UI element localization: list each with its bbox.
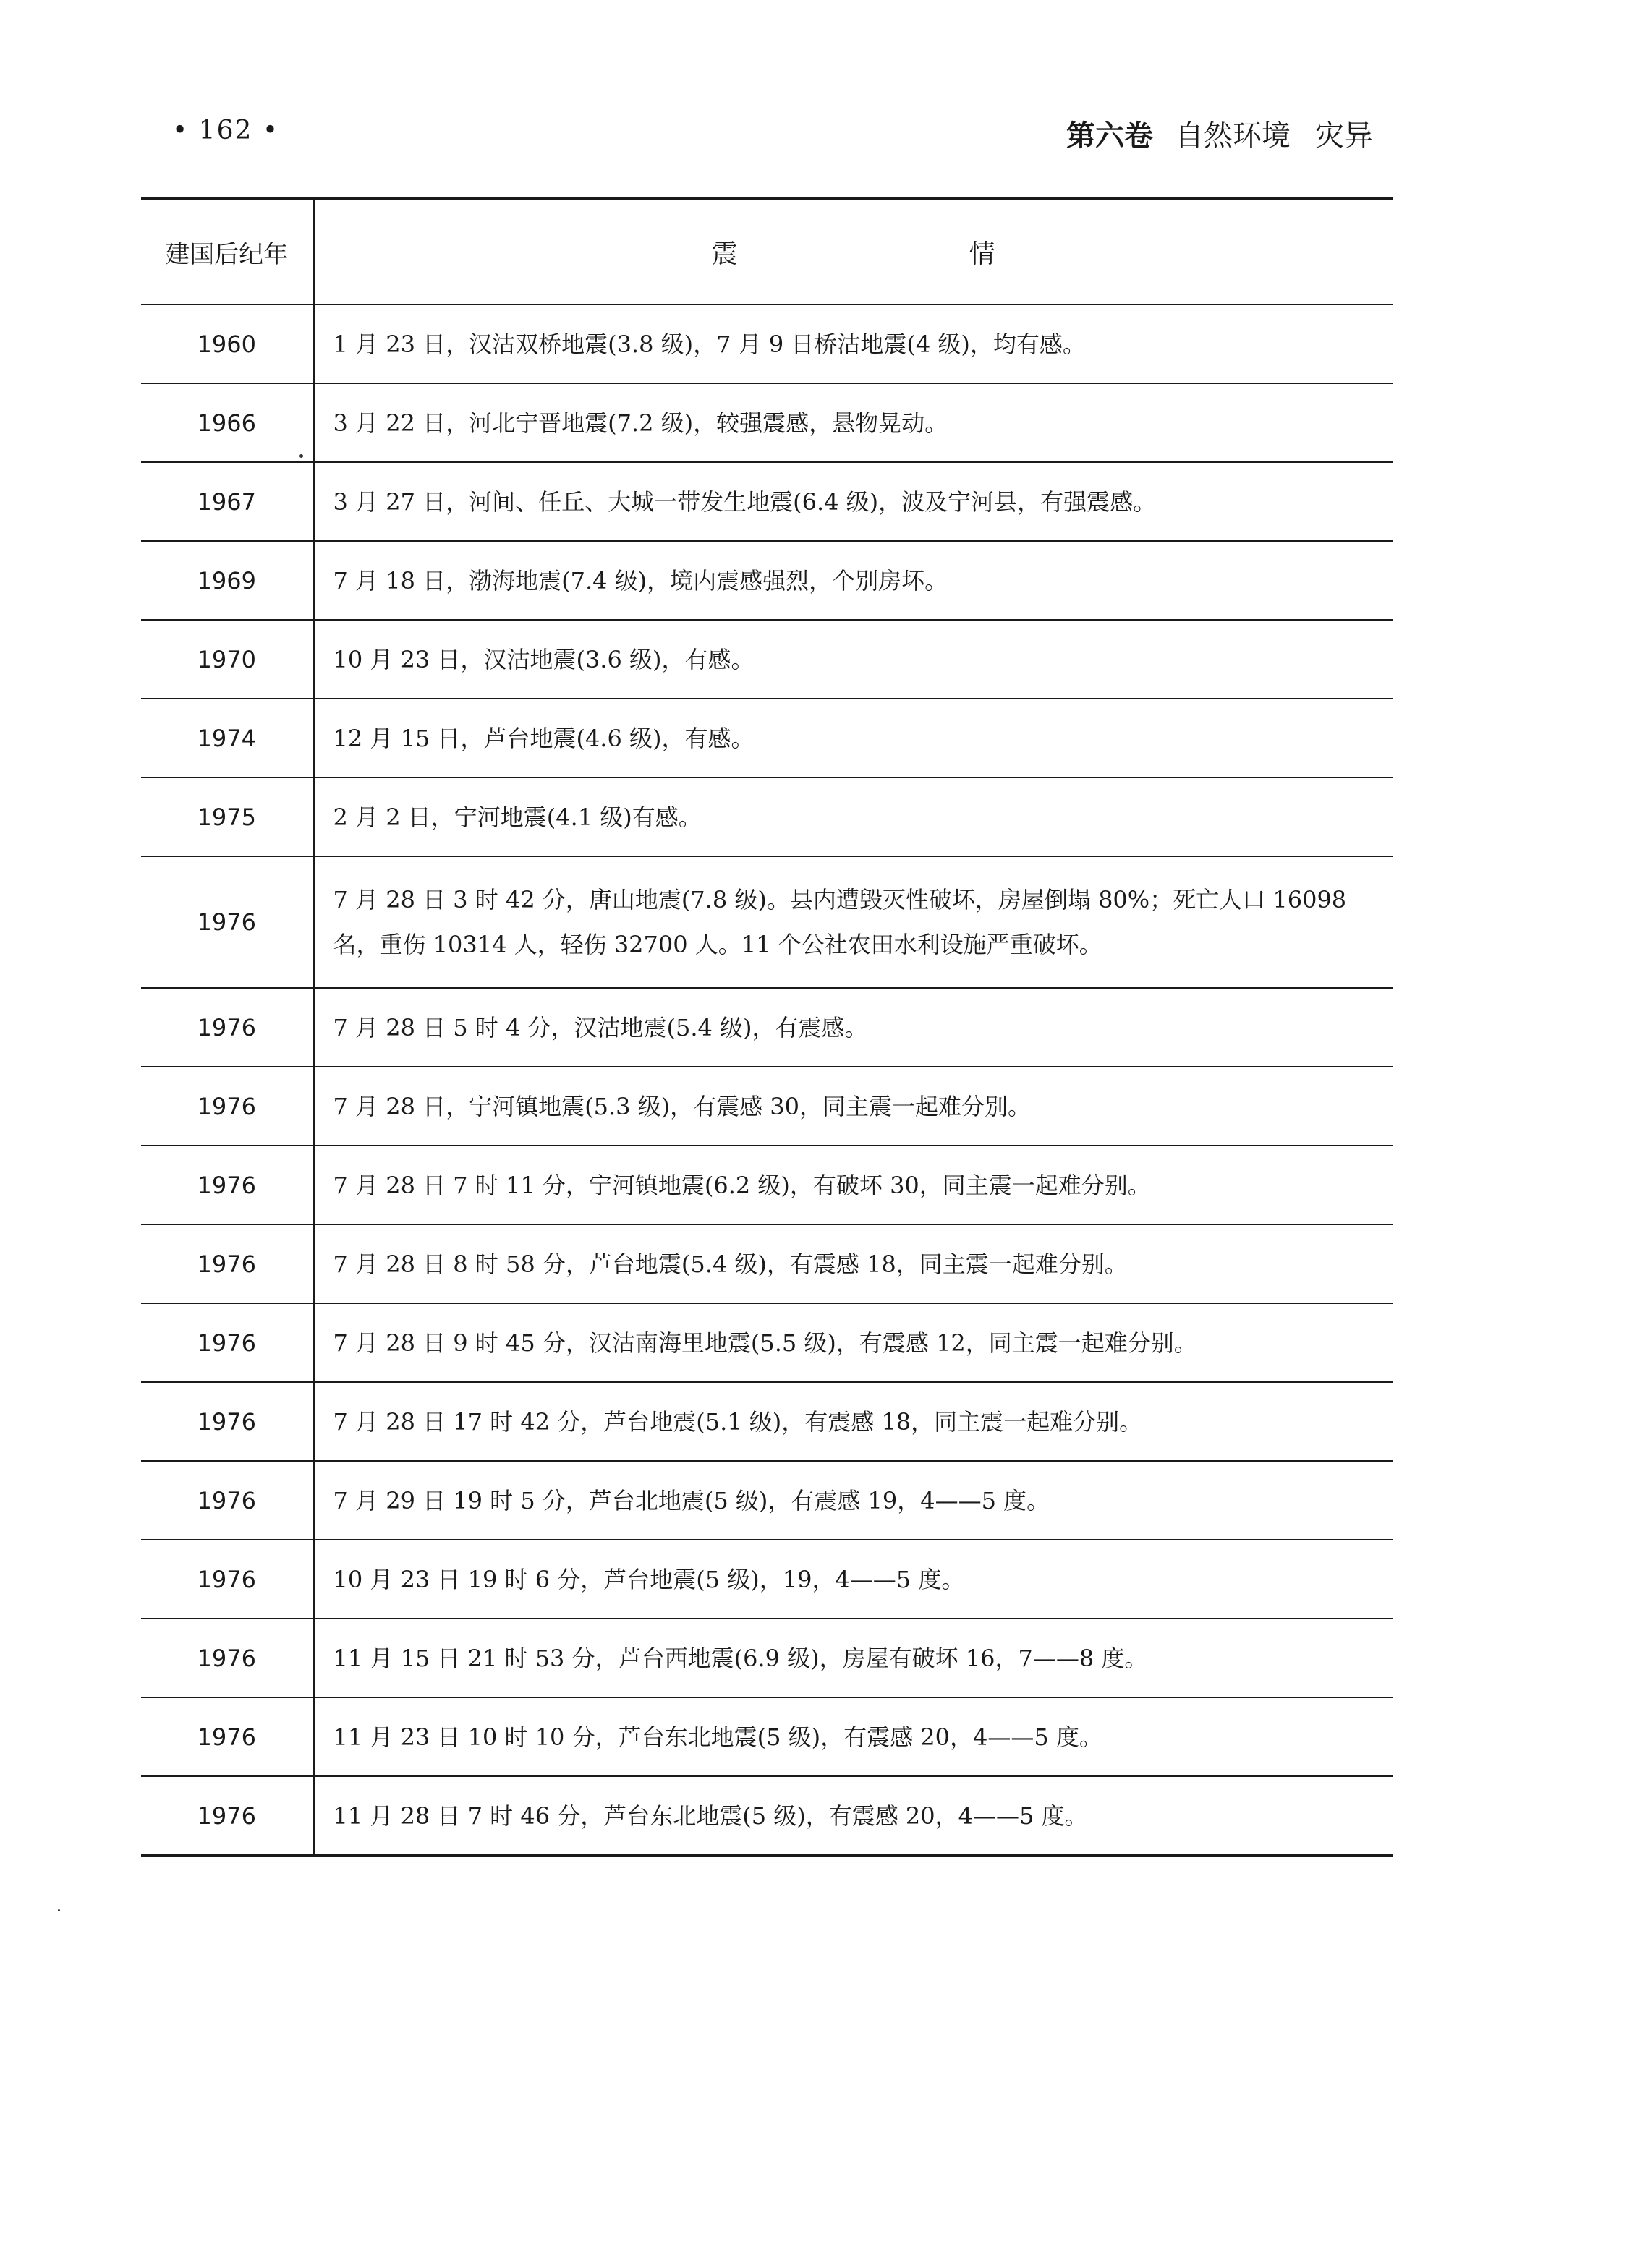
year-cell: 1976 — [141, 1776, 313, 1856]
description-cell: 12 月 15 日，芦台地震(4.6 级)，有感。 — [313, 699, 1393, 777]
year-cell: 1966 — [141, 383, 313, 462]
year-cell: 1976 — [141, 1303, 313, 1382]
year-cell: 1970 — [141, 620, 313, 699]
column-header-desc-part1: 震 — [711, 239, 738, 269]
description-cell: 11 月 28 日 7 时 46 分，芦台东北地震(5 级)，有震感 20，4——5 度。 — [313, 1776, 1393, 1856]
scan-speck — [299, 454, 303, 458]
volume-title: 第六卷 — [1066, 119, 1153, 153]
column-header-description — [313, 200, 1393, 304]
description-cell: 7 月 18 日，渤海地震(7.4 级)，境内震感强烈，个别房坏。 — [313, 541, 1393, 620]
table-row — [141, 1303, 1393, 1382]
year-cell: 1976 — [141, 1382, 313, 1461]
year-cell: 1976 — [141, 1067, 313, 1146]
description-cell: 3 月 22 日，河北宁晋地震(7.2 级)，较强震感，悬物晃动。 — [313, 383, 1393, 462]
table-row — [141, 777, 1393, 856]
description-cell: 7 月 28 日，宁河镇地震(5.3 级)，有震感 30，同主震一起难分别。 — [313, 1067, 1393, 1146]
year-cell: 1976 — [141, 1146, 313, 1224]
year-cell: 1976 — [141, 988, 313, 1067]
scan-speck — [58, 1909, 60, 1911]
table-row — [141, 699, 1393, 777]
table-row — [141, 1697, 1393, 1776]
description-cell: 7 月 28 日 9 时 45 分，汉沽南海里地震(5.5 级)，有震感 12，同主震一起难分别。 — [313, 1303, 1393, 1382]
description-cell: 7 月 29 日 19 时 5 分，芦台北地震(5 级)，有震感 19，4——5 度。 — [313, 1461, 1393, 1540]
table-row — [141, 304, 1393, 383]
description-cell: 7 月 28 日 17 时 42 分，芦台地震(5.1 级)，有震感 18，同主震一起难分别。 — [313, 1382, 1393, 1461]
table-row — [141, 1146, 1393, 1224]
table-row — [141, 383, 1393, 462]
year-cell: 1976 — [141, 1697, 313, 1776]
year-cell: 1960 — [141, 304, 313, 383]
page-number: • 162 • — [172, 116, 280, 145]
year-cell: 1967 — [141, 462, 313, 541]
description-cell: 7 月 28 日 3 时 42 分，唐山地震(7.8 级)。县内遭毁灭性破坏，房屋倒塌 80%；死亡人口 16098 名，重伤 10314 人，轻伤 32700 人。11 个公社农田水利设施严重破坏。 — [313, 856, 1393, 988]
description-cell: 7 月 28 日 7 时 11 分，宁河镇地震(6.2 级)，有破坏 30，同主震一起难分别。 — [313, 1146, 1393, 1224]
year-cell: 1969 — [141, 541, 313, 620]
year-cell: 1976 — [141, 1461, 313, 1540]
table-row — [141, 1540, 1393, 1619]
table-row — [141, 1224, 1393, 1303]
description-cell: 1 月 23 日，汉沽双桥地震(3.8 级)，7 月 9 日桥沽地震(4 级)，均有感。 — [313, 304, 1393, 383]
table-header-row — [141, 200, 1393, 304]
description-cell: 7 月 28 日 8 时 58 分，芦台地震(5.4 级)，有震感 18，同主震一起难分别。 — [313, 1224, 1393, 1303]
description-cell: 2 月 2 日，宁河地震(4.1 级)有感。 — [313, 777, 1393, 856]
description-cell: 3 月 27 日，河间、任丘、大城一带发生地震(6.4 级)，波及宁河县，有强震感。 — [313, 462, 1393, 541]
table-row — [141, 988, 1393, 1067]
table-row — [141, 1067, 1393, 1146]
year-cell: 1976 — [141, 1619, 313, 1697]
table-row — [141, 620, 1393, 699]
description-cell: 10 月 23 日 19 时 6 分，芦台地震(5 级)，19，4——5 度。 — [313, 1540, 1393, 1619]
table-row — [141, 541, 1393, 620]
table-row — [141, 1461, 1393, 1540]
year-cell: 1975 — [141, 777, 313, 856]
year-cell: 1976 — [141, 856, 313, 988]
description-cell: 11 月 15 日 21 时 53 分，芦台西地震(6.9 级)，房屋有破坏 16，7——8 度。 — [313, 1619, 1393, 1697]
year-cell: 1976 — [141, 1224, 313, 1303]
description-cell: 11 月 23 日 10 时 10 分，芦台东北地震(5 级)，有震感 20，4——5 度。 — [313, 1697, 1393, 1776]
table-row — [141, 1382, 1393, 1461]
earthquake-table — [141, 200, 1393, 1857]
table-row — [141, 1776, 1393, 1856]
column-header-year: 建国后纪年 — [141, 200, 313, 304]
table-row — [141, 1619, 1393, 1697]
section-title: 自然环境 — [1175, 119, 1291, 153]
year-cell: 1976 — [141, 1540, 313, 1619]
table-row — [141, 462, 1393, 541]
running-head — [1066, 113, 1373, 154]
chapter-title: 灾异 — [1315, 119, 1373, 153]
description-cell: 7 月 28 日 5 时 4 分，汉沽地震(5.4 级)，有震感。 — [313, 988, 1393, 1067]
description-cell: 10 月 23 日，汉沽地震(3.6 级)，有感。 — [313, 620, 1393, 699]
column-header-desc-part2: 情 — [969, 239, 995, 269]
table-row — [141, 856, 1393, 988]
year-cell: 1974 — [141, 699, 313, 777]
